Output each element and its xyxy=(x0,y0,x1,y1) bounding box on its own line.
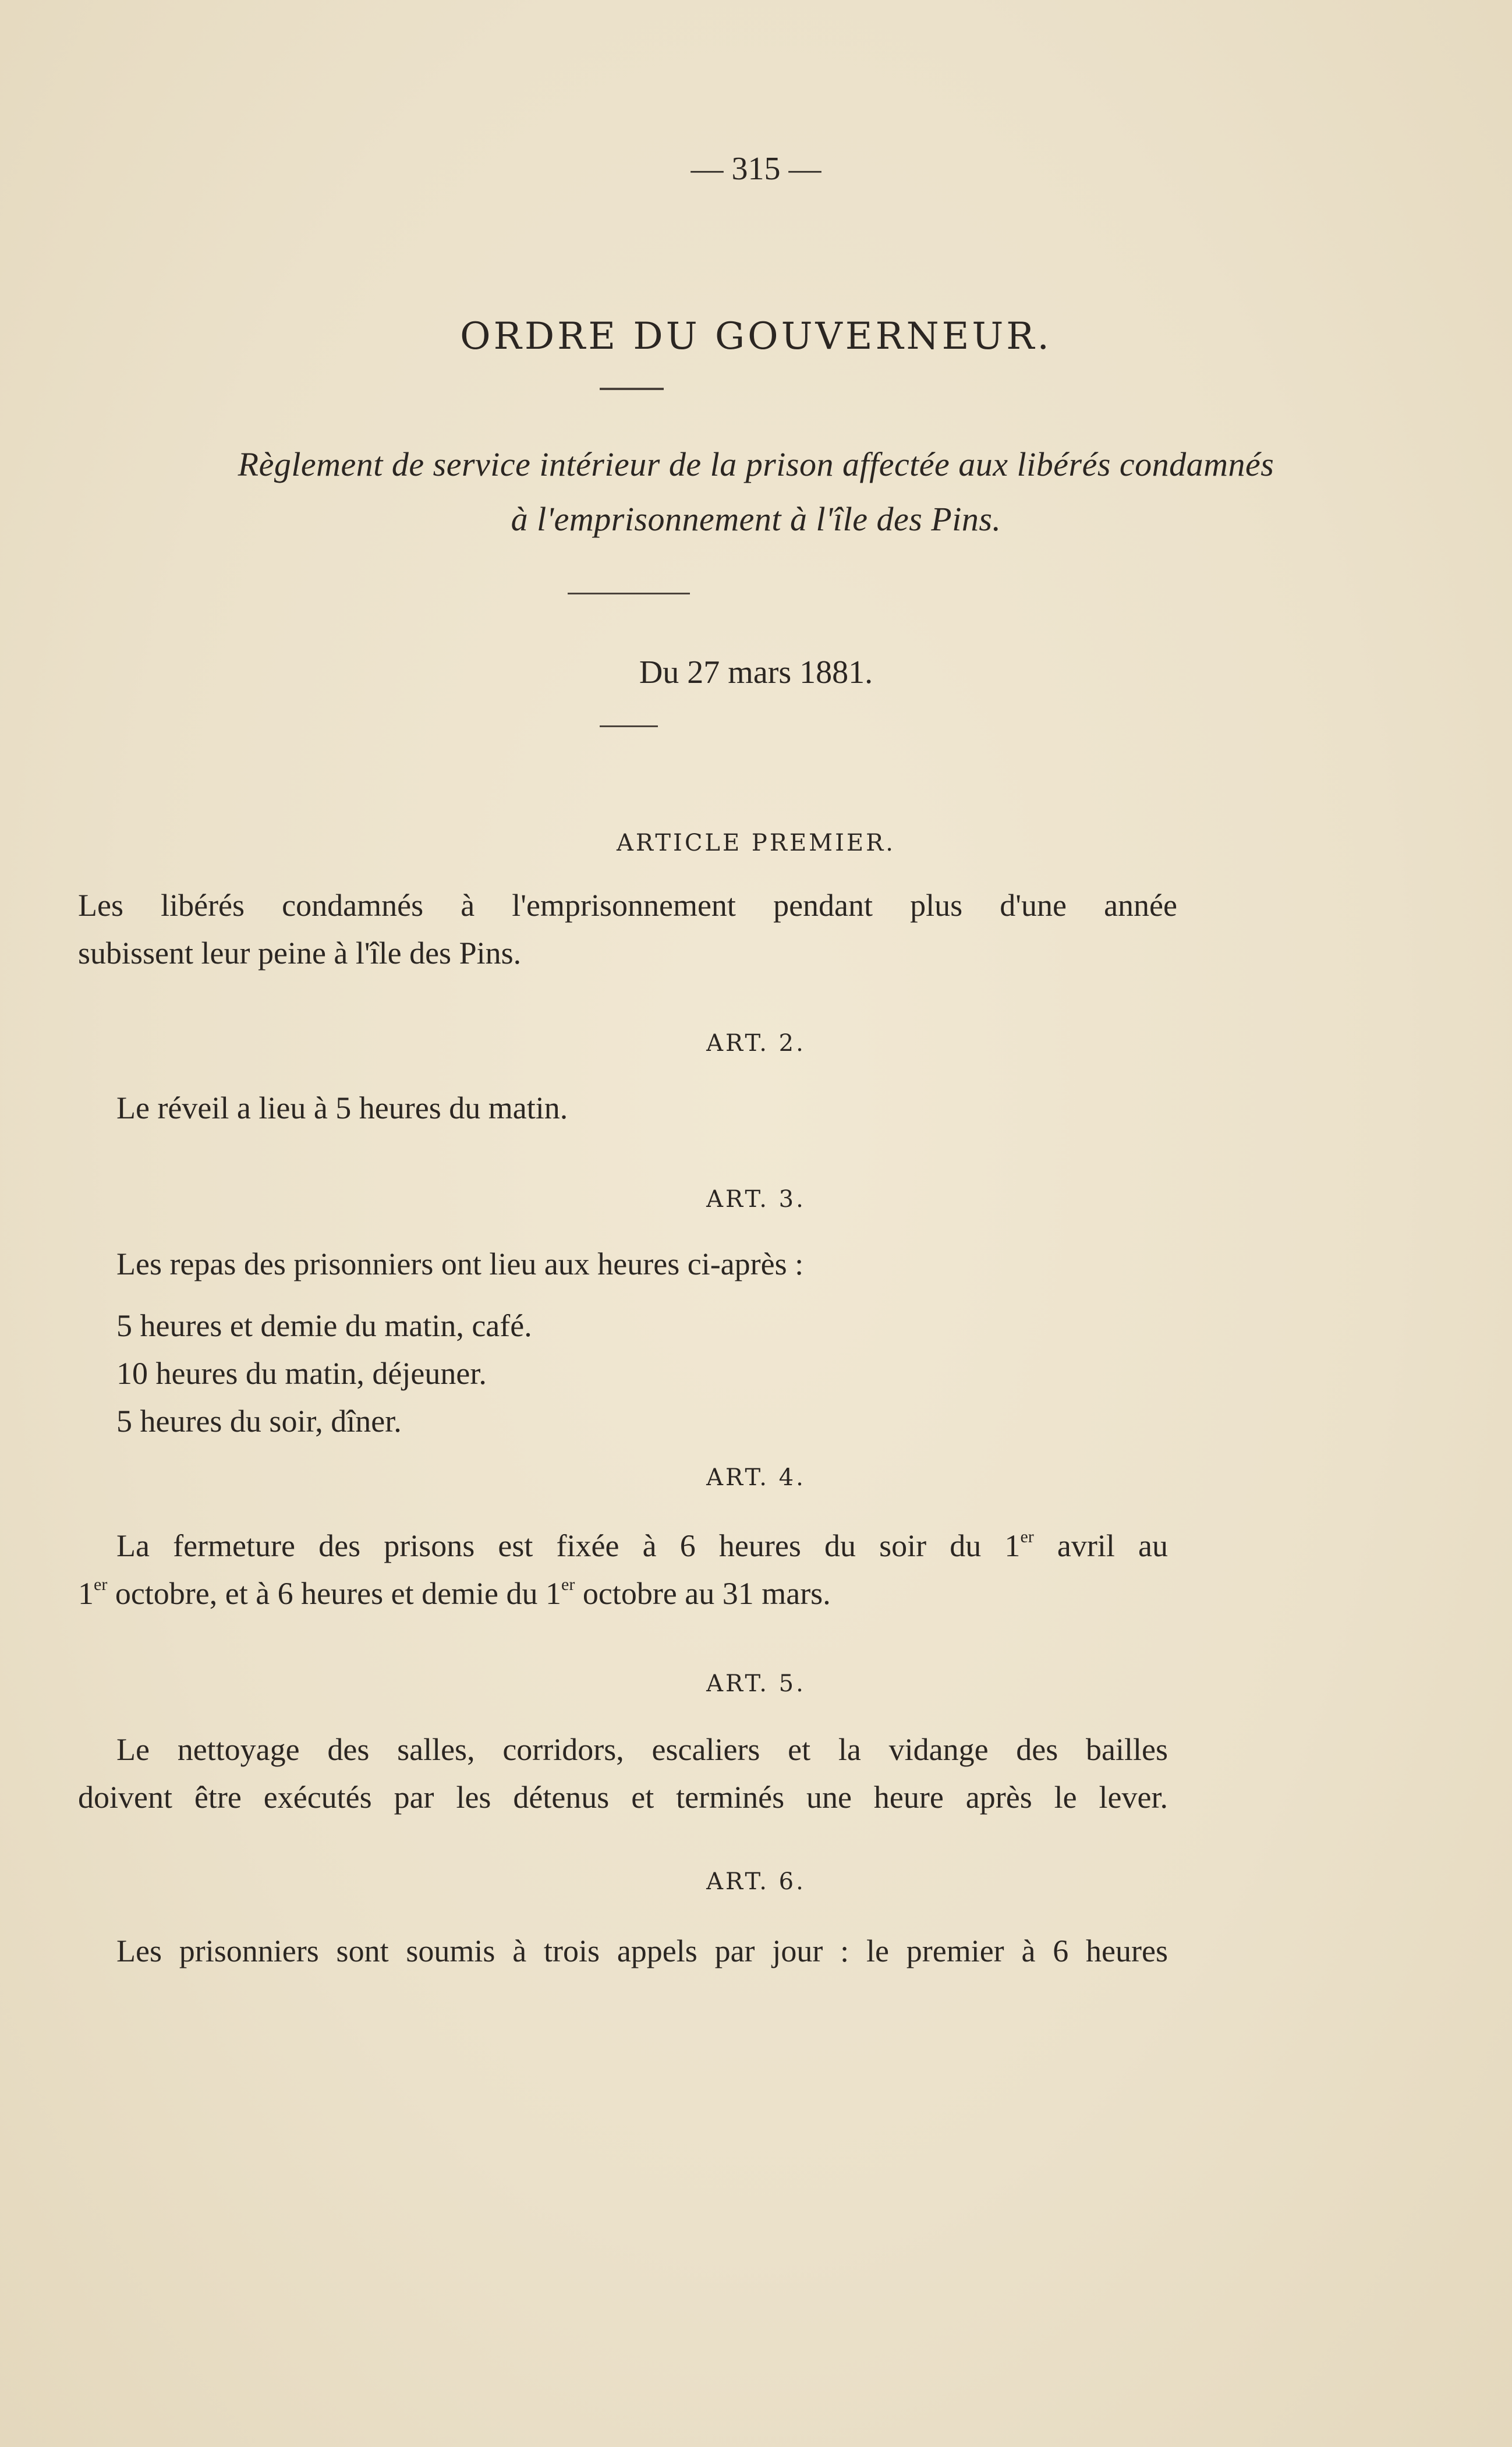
article-4-text-part: octobre, et à 6 heures et demie du 1 xyxy=(107,1576,562,1611)
article-heading: ARTICLE PREMIER. xyxy=(617,830,895,856)
article-heading: ART. 4. xyxy=(706,1464,806,1491)
subtitle-line-1: Règlement de service intérieur de la prison affectée aux libérés condamnés xyxy=(238,445,1274,483)
article-5-text-line-2: doivent être exécutés par les détenus et terminés une heure après le lever. xyxy=(78,1780,1168,1815)
ordinal-superscript: er xyxy=(94,1575,108,1594)
date-divider xyxy=(600,725,658,727)
article-heading: ART. 6. xyxy=(706,1868,806,1895)
article-6-text: Les prisonniers sont soumis à trois appels par jour : le premier à 6 heures xyxy=(116,1933,1168,1968)
article-4-text-part: 1 xyxy=(78,1576,94,1611)
page-number: — 315 — xyxy=(691,151,821,187)
subtitle-divider xyxy=(568,593,690,594)
article-5-text-line-1: Le nettoyage des salles, corridors, escaliers et la vidange des bailles xyxy=(116,1732,1168,1767)
meal-time-item: 10 heures du matin, déjeuner. xyxy=(116,1356,487,1391)
ordinal-superscript: er xyxy=(1020,1527,1034,1546)
article-3-text: Les repas des prisonniers ont lieu aux heures ci-après : xyxy=(116,1246,804,1281)
article-heading: ART. 3. xyxy=(706,1186,806,1213)
article-4-text-line-1 xyxy=(116,1522,1168,1570)
article-4-text-part: avril au xyxy=(1033,1528,1168,1563)
subtitle-line-2: à l'emprisonnement à l'île des Pins. xyxy=(511,500,1001,538)
ordinal-superscript: er xyxy=(561,1575,575,1594)
meal-time-item: 5 heures et demie du matin, café. xyxy=(116,1308,532,1343)
meal-time-item: 5 heures du soir, dîner. xyxy=(116,1404,402,1439)
decree-date: Du 27 mars 1881. xyxy=(639,654,873,690)
article-heading: ART. 2. xyxy=(706,1030,806,1057)
article-1-text-line-1: Les libérés condamnés à l'emprisonnement pendant plus d'une année xyxy=(78,888,1177,923)
title-divider xyxy=(600,388,664,390)
article-4-text-part: octobre au 31 mars. xyxy=(575,1576,831,1611)
article-4-text-line-2 xyxy=(78,1570,1168,1617)
article-heading: ART. 5. xyxy=(706,1670,806,1697)
article-2-text: Le réveil a lieu à 5 heures du matin. xyxy=(116,1090,568,1125)
article-4-text-part: La fermeture des prisons est fixée à 6 heures du soir du 1 xyxy=(116,1528,1021,1563)
document-title: ORDRE DU GOUVERNEUR. xyxy=(460,315,1052,358)
article-1-text-line-2: subissent leur peine à l'île des Pins. xyxy=(78,936,522,971)
